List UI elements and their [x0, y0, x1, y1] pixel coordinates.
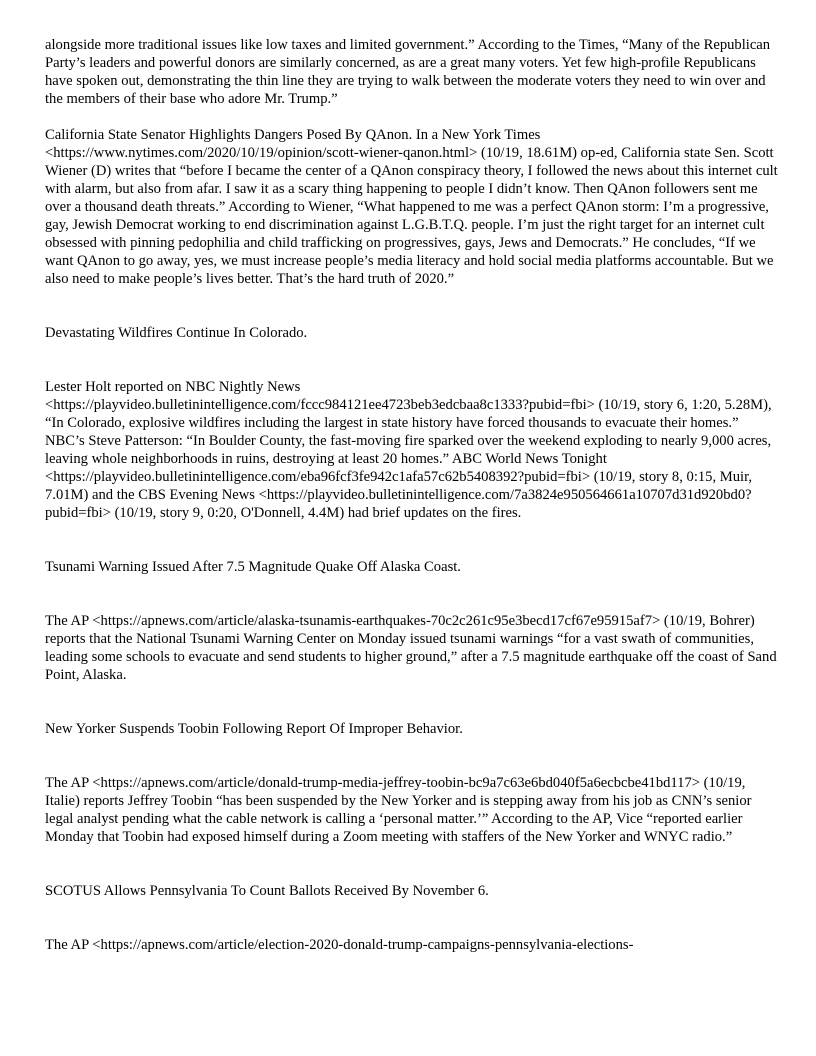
paragraph-gap	[45, 738, 780, 774]
headline-scotus-pennsylvania: SCOTUS Allows Pennsylvania To Count Ballots Received By November 6.	[45, 883, 489, 899]
paragraph-qanon-wiener: California State Senator Highlights Dangers Posed By QAnon. In a New York Times <https://www.nytimes.com/2020/10/19/opinion/scott-wiener-qanon.html> (10/19, 18.61M) op-ed, California state Sen. Scott Wiener (D) writes that “before I became the center of a QAnon conspiracy theory, I followed the news about this internet cult with alarm, but also from afar. I saw it as a scary thing happening to people I didn’t know. Then QAnon followers sent me over a thousand death threats.” According to Wiener, “What happened to me was a perfect QAnon storm: I’m a progressive, gay, Jewish Democrat working to end discrimination against L.G.B.T.Q. people. I’m just the right target for an internet cult obsessed with pinning pedophilia and child trafficking on progressives, gays, Jews and Democrats.” He concludes, “If we want QAnon to go away, yes, we must increase people’s media literacy and hold social media platforms accountable. But we also need to make people’s lives better. That’s the hard truth of 2020.”	[45, 127, 778, 287]
paragraph-gap	[45, 342, 780, 378]
paragraph-toobin-coverage: The AP <https://apnews.com/article/donald-trump-media-jeffrey-toobin-bc9a7c63e6bd040f5a6ecbcbe41bd117> (10/19, Italie) reports Jeffrey Toobin “has been suspended by the New Yorker and is stepping away from his job as CNN’s senior legal analyst pending what the cable network is calling a ‘personal matter.’” According to the AP, Vice “reported earlier Monday that Toobin had exposed himself during a Zoom meeting with staffers of the New Yorker and WNYC radio.”	[45, 775, 752, 845]
headline-colorado-wildfires: Devastating Wildfires Continue In Colorado.	[45, 325, 308, 341]
paragraph-gap	[45, 684, 780, 720]
paragraph-wildfires-coverage: Lester Holt reported on NBC Nightly News <https://playvideo.bulletinintelligence.com/fccc984121ee4723beb3edcbaa8c1333?pubid=fbi> (10/19, story 6, 1:20, 5.28M), “In Colorado, explosive wildfires including the largest in state history have forced thousands to evacuate their homes.” NBC’s Steve Patterson: “In Boulder County, the fast-moving fire sparked over the weekend exploding to nearly 9,000 acres, leaving whole neighborhoods in ruins, destroying at least 20 homes.” ABC World News Tonight <https://playvideo.bulletinintelligence.com/eba96fcf3fe942c1afa57c62b5408392?pubid=fbi> (10/19, story 8, 0:15, Muir, 7.01M) and the CBS Evening News <https://playvideo.bulletinintelligence.com/7a3824e950564661a10707d31d920bd0?pubid=fbi> (10/19, story 9, 0:20, O'Donnell, 4.4M) had brief updates on the fires.	[45, 379, 772, 521]
paragraph-trump-gop-concerns: alongside more traditional issues like low taxes and limited government.” According to the Times, “Many of the Republican Party’s leaders and powerful donors are similarly concerned, as are a great many voters. Yet few high-profile Republicans have spoken out, demonstrating the thin line they are trying to walk between the moderate voters they need to win over and the members of their base who adore Mr. Trump.”	[45, 37, 771, 107]
paragraph-gap	[45, 522, 780, 558]
paragraph-gap	[45, 900, 780, 936]
headline-toobin-suspended: New Yorker Suspends Toobin Following Report Of Improper Behavior.	[45, 721, 463, 737]
paragraph-gap	[45, 576, 780, 612]
headline-alaska-tsunami: Tsunami Warning Issued After 7.5 Magnitude Quake Off Alaska Coast.	[45, 559, 461, 575]
paragraph-gap	[45, 846, 780, 882]
document-page	[45, 36, 780, 954]
paragraph-gap	[45, 288, 780, 324]
paragraph-scotus-coverage: The AP <https://apnews.com/article/election-2020-donald-trump-campaigns-pennsylvania-elections-	[45, 937, 634, 953]
paragraph-gap	[45, 108, 780, 126]
paragraph-tsunami-coverage: The AP <https://apnews.com/article/alaska-tsunamis-earthquakes-70c2c261c95e3becd17cf67e95915af7> (10/19, Bohrer) reports that the National Tsunami Warning Center on Monday issued tsunami warnings “for a vast swath of communities, leading some schools to evacuate and send students to higher ground,” after a 7.5 magnitude earthquake off the coast of Sand Point, Alaska.	[45, 613, 777, 683]
